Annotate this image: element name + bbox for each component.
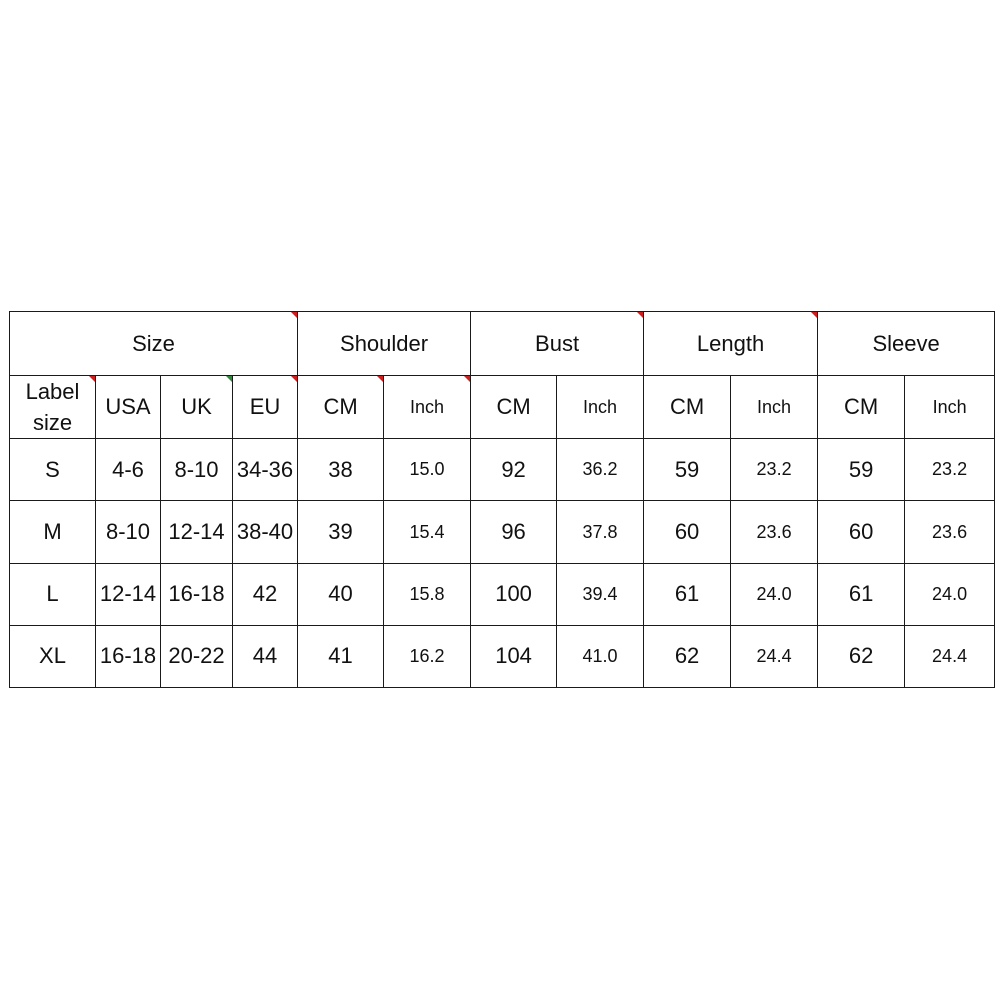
shoulder-cm-cell: 39 [298,501,384,563]
label-size-cell: L [10,563,96,625]
eu-cell: 34-36 [233,439,298,501]
usa-cell: 8-10 [96,501,161,563]
uk-cell: 8-10 [161,439,233,501]
comment-marker-icon [637,312,643,318]
shoulder-group-header [298,312,471,376]
label-size-cell: S [10,439,96,501]
uk-cell: 12-14 [161,501,233,563]
shoulder-cm-cell: 41 [298,625,384,687]
table-row [10,439,995,501]
uk-header [161,376,233,439]
shoulder-inch-cell: 15.0 [384,439,471,501]
eu-cell: 38-40 [233,501,298,563]
sleeve-inch-header [905,376,995,439]
comment-marker-icon [811,312,817,318]
eu-cell: 44 [233,625,298,687]
bust-group-label: Bust [535,330,580,356]
inch-header-label: Inch [410,396,445,417]
bust-inch-cell: 37.8 [557,501,644,563]
shoulder-cm-cell: 40 [298,563,384,625]
eu-cell: 42 [233,563,298,625]
comment-marker-icon [291,312,297,318]
shoulder-inch-cell: 15.8 [384,563,471,625]
bust-group-header [471,312,644,376]
length-cm-cell: 62 [644,625,731,687]
length-cm-cell: 61 [644,563,731,625]
sleeve-cm-cell: 60 [818,501,905,563]
cm-header-label: CM [323,394,358,420]
length-inch-cell: 24.0 [731,563,818,625]
uk-cell: 16-18 [161,563,233,625]
shoulder-group-label: Shoulder [340,330,429,356]
length-cm-header [644,376,731,439]
length-cm-cell: 59 [644,439,731,501]
length-group-header [644,312,818,376]
usa-cell: 16-18 [96,625,161,687]
label-size-header [10,376,96,439]
label-size-cell: M [10,501,96,563]
cm-header-label: CM [843,394,879,420]
cm-header-label: CM [496,394,531,420]
shoulder-cm-cell: 38 [298,439,384,501]
table-row [10,501,995,563]
bust-cm-cell: 92 [471,439,557,501]
shoulder-inch-cell: 16.2 [384,625,471,687]
sleeve-cm-cell: 61 [818,563,905,625]
bust-inch-cell: 41.0 [557,625,644,687]
sub-header-row [10,376,995,439]
eu-header [233,376,298,439]
uk-header-label: UK [181,394,212,420]
sleeve-inch-cell: 24.4 [905,625,995,687]
size-chart-table [9,311,995,688]
bust-cm-cell: 104 [471,625,557,687]
sleeve-group-label: Sleeve [872,330,940,356]
length-group-label: Length [696,330,765,356]
group-header-row [10,312,995,376]
bust-inch-cell: 36.2 [557,439,644,501]
table-row [10,563,995,625]
table-row [10,625,995,687]
comment-marker-icon [291,376,297,382]
shoulder-cm-header [298,376,384,439]
inch-header-label: Inch [583,396,618,417]
usa-header-label: USA [105,394,151,420]
length-inch-cell: 24.4 [731,625,818,687]
sleeve-cm-cell: 62 [818,625,905,687]
comment-marker-icon [226,376,232,382]
bust-inch-cell: 39.4 [557,563,644,625]
cm-header-label: CM [669,394,705,420]
length-inch-header [731,376,818,439]
bust-cm-cell: 96 [471,501,557,563]
shoulder-inch-header [384,376,471,439]
inch-header-label: Inch [932,396,967,417]
bust-cm-header [471,376,557,439]
usa-cell: 4-6 [96,439,161,501]
size-group-label: Size [132,330,175,356]
bust-cm-cell: 100 [471,563,557,625]
label-size-line1: Label [25,379,80,405]
eu-header-label: EU [249,394,281,420]
comment-marker-icon [89,376,95,382]
shoulder-inch-cell: 15.4 [384,501,471,563]
usa-header [96,376,161,439]
sleeve-inch-cell: 23.2 [905,439,995,501]
sleeve-cm-header [818,376,905,439]
length-cm-cell: 60 [644,501,731,563]
length-inch-cell: 23.6 [731,501,818,563]
sleeve-inch-cell: 24.0 [905,563,995,625]
bust-inch-header [557,376,644,439]
uk-cell: 20-22 [161,625,233,687]
size-group-header [10,312,298,376]
comment-marker-icon [464,376,470,382]
usa-cell: 12-14 [96,563,161,625]
comment-marker-icon [377,376,383,382]
inch-header-label: Inch [757,396,792,417]
label-size-cell: XL [10,625,96,687]
sleeve-cm-cell: 59 [818,439,905,501]
label-size-line2: size [32,410,73,436]
length-inch-cell: 23.2 [731,439,818,501]
sleeve-inch-cell: 23.6 [905,501,995,563]
sleeve-group-header [818,312,995,376]
